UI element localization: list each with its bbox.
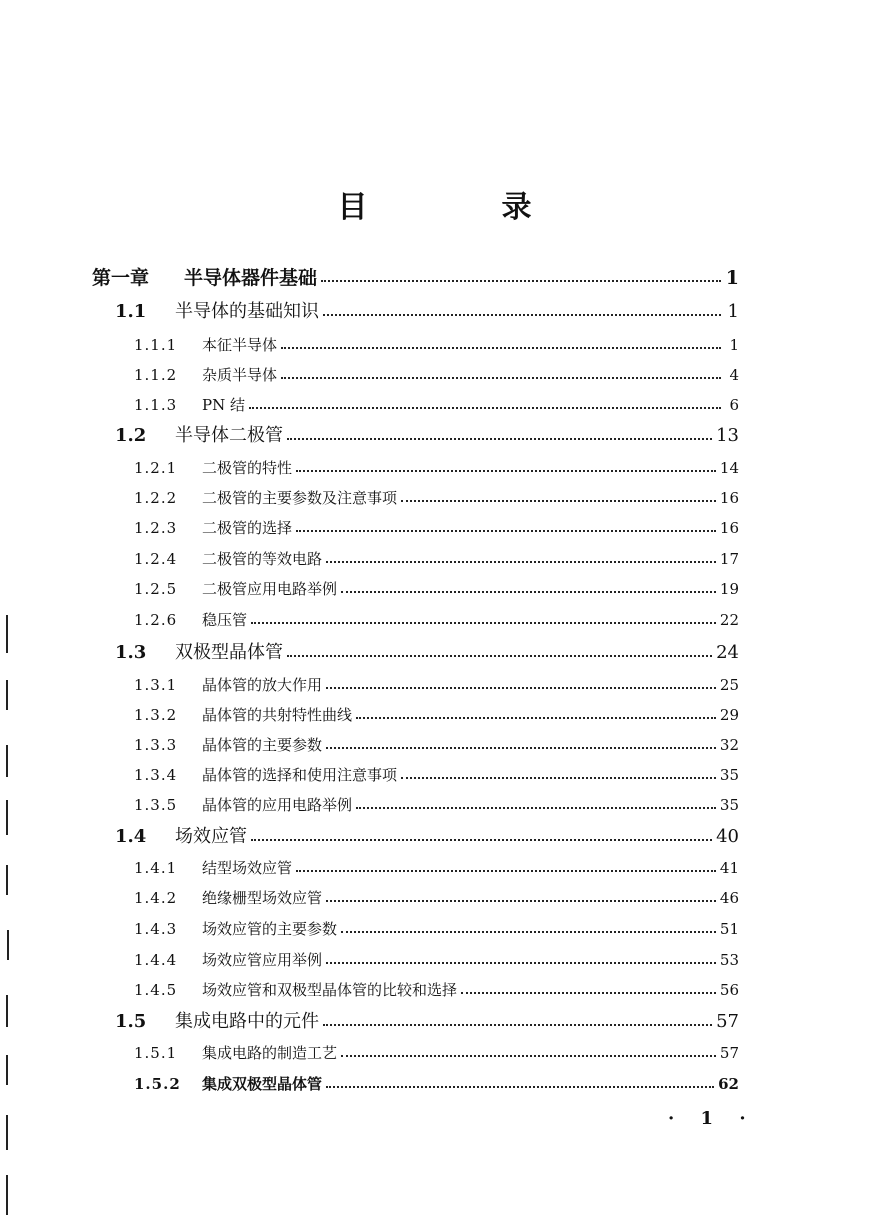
toc-number: 1.3 [115, 642, 147, 663]
toc-title: 场效应管的主要参数 [202, 920, 338, 938]
toc-entry-1-1-3[interactable] [134, 395, 739, 415]
scan-artifact [6, 865, 8, 895]
toc-title: 稳压管 [202, 611, 248, 629]
toc-number: 1.5 [115, 1011, 147, 1032]
scan-artifact [6, 800, 8, 835]
dot-leader [323, 1024, 712, 1026]
dot-leader [287, 438, 712, 440]
toc-title: 二极管应用电路举例 [202, 580, 338, 598]
toc-page-number: 40 [716, 826, 739, 847]
toc-page-number: 19 [719, 580, 739, 598]
toc-entry-chapter-1[interactable] [92, 268, 739, 288]
toc-entry-1-1-2[interactable] [134, 365, 739, 385]
scan-artifact [6, 1115, 8, 1150]
toc-entry-1-2-1[interactable] [134, 458, 739, 478]
dot-leader [326, 687, 716, 689]
dot-leader [296, 530, 716, 532]
toc-entry-section-1-1[interactable] [115, 302, 739, 322]
toc-title: 本征半导体 [202, 336, 278, 354]
toc-entry-section-1-3[interactable] [115, 643, 739, 663]
toc-title: 晶体管的主要参数 [202, 736, 323, 754]
toc-number: 1.4.2 [134, 889, 178, 907]
toc-page-number: 1 [729, 336, 739, 354]
toc-page-number: 6 [729, 396, 739, 414]
toc-number: 1.1.2 [134, 366, 178, 384]
dot-leader [326, 747, 716, 749]
dot-leader [341, 1055, 716, 1057]
dot-leader [251, 839, 712, 841]
toc-number: 1.3.5 [134, 796, 178, 814]
scan-artifact [6, 745, 8, 777]
dot-leader [326, 561, 716, 563]
toc-title: 杂质半导体 [202, 366, 278, 384]
toc-title: 晶体管的放大作用 [202, 676, 323, 694]
dot-leader [296, 470, 716, 472]
toc-page-number: 14 [719, 459, 739, 477]
toc-entry-1-5-2[interactable] [134, 1074, 739, 1094]
dot-leader [461, 992, 716, 994]
toc-entry-1-3-2[interactable] [134, 705, 739, 725]
toc-number: 1.2.1 [134, 459, 178, 477]
toc-number: 1.4.4 [134, 951, 178, 969]
toc-number: 1.2 [115, 425, 147, 446]
toc-number: 1.3.4 [134, 766, 178, 784]
dot-leader [341, 591, 716, 593]
toc-title: 场效应管 [175, 826, 247, 847]
toc-number: 1.2.2 [134, 489, 178, 507]
toc-page-number: 56 [719, 981, 739, 999]
toc-title: 二极管的特性 [202, 459, 293, 477]
dot-leader [401, 500, 716, 502]
toc-entry-1-3-1[interactable] [134, 675, 739, 695]
dot-leader [321, 280, 721, 282]
toc-entry-1-3-4[interactable] [134, 765, 739, 785]
scan-artifact [6, 680, 8, 710]
toc-number: 1.1.3 [134, 396, 178, 414]
toc-title: 晶体管的应用电路举例 [202, 796, 353, 814]
toc-number: 1.4.3 [134, 920, 178, 938]
dot-leader [251, 622, 716, 624]
dot-leader [356, 717, 716, 719]
toc-entry-1-4-5[interactable] [134, 980, 739, 1000]
toc-page-number: 35 [719, 766, 739, 784]
toc-entry-1-1-1[interactable] [134, 335, 739, 355]
scan-artifact [6, 1175, 8, 1215]
toc-entry-1-5-1[interactable] [134, 1043, 739, 1063]
toc-title: 双极型晶体管 [175, 642, 283, 663]
toc-page-number: 17 [719, 550, 739, 568]
toc-number: 1.5.1 [134, 1044, 178, 1062]
toc-entry-1-2-2[interactable] [134, 488, 739, 508]
dot-leader [356, 807, 716, 809]
toc-entry-section-1-2[interactable] [115, 426, 739, 446]
toc-entry-1-4-4[interactable] [134, 950, 739, 970]
toc-number: 1.2.6 [134, 611, 178, 629]
toc-page-number: 46 [719, 889, 739, 907]
toc-number: 第一章 [92, 267, 150, 289]
toc-entry-section-1-4[interactable] [115, 827, 739, 847]
page-title: 目 录 [337, 190, 584, 225]
toc-number: 1.3.1 [134, 676, 178, 694]
toc-title: 场效应管应用举例 [202, 951, 323, 969]
dot-leader [281, 377, 721, 379]
toc-entry-1-2-6[interactable] [134, 610, 739, 630]
toc-number: 1.4 [115, 826, 147, 847]
toc-title: 场效应管和双极型晶体管的比较和选择 [202, 981, 458, 999]
dot-leader [326, 962, 716, 964]
toc-page-number: 51 [719, 920, 739, 938]
toc-entry-1-3-3[interactable] [134, 735, 739, 755]
toc-title: 半导体的基础知识 [175, 301, 319, 322]
toc-entry-1-4-1[interactable] [134, 858, 739, 878]
toc-page-number: 35 [719, 796, 739, 814]
toc-number: 1.2.4 [134, 550, 178, 568]
dot-leader [401, 777, 716, 779]
toc-entry-1-2-5[interactable] [134, 579, 739, 599]
toc-title: 集成电路中的元件 [175, 1011, 319, 1032]
scan-artifact [6, 995, 8, 1027]
toc-entry-1-3-5[interactable] [134, 795, 739, 815]
dot-leader [326, 1086, 714, 1088]
toc-number: 1.4.1 [134, 859, 178, 877]
toc-title: 二极管的选择 [202, 519, 293, 537]
toc-page-number: 1 [727, 301, 739, 322]
toc-title: 绝缘栅型场效应管 [202, 889, 323, 907]
toc-entry-1-2-4[interactable] [134, 549, 739, 569]
toc-title: 集成双极型晶体管 [202, 1075, 323, 1093]
toc-page-number: 62 [718, 1075, 739, 1093]
toc-page-number: 29 [719, 706, 739, 724]
toc-title: 集成电路的制造工艺 [202, 1044, 338, 1062]
toc-page-number: 41 [719, 859, 739, 877]
scan-artifact [7, 930, 9, 960]
footer-page-number: · 1 · [668, 1108, 756, 1129]
scan-artifact [6, 1055, 8, 1085]
toc-entry-1-4-3[interactable] [134, 919, 739, 939]
toc-page-number: 4 [729, 366, 739, 384]
toc-entry-1-4-2[interactable] [134, 888, 739, 908]
toc-number: 1.1 [115, 301, 147, 322]
toc-page-number: 16 [719, 489, 739, 507]
dot-leader [296, 870, 716, 872]
toc-entry-1-2-3[interactable] [134, 518, 739, 538]
toc-page-number: 1 [725, 267, 739, 289]
dot-leader [287, 655, 712, 657]
toc-number: 1.2.5 [134, 580, 178, 598]
toc-page-number: 16 [719, 519, 739, 537]
toc-number: 1.3.2 [134, 706, 178, 724]
toc-number: 1.5.2 [134, 1075, 181, 1093]
toc-title: 结型场效应管 [202, 859, 293, 877]
toc-title: 半导体二极管 [175, 425, 283, 446]
scan-artifact [6, 615, 8, 653]
toc-number: 1.4.5 [134, 981, 178, 999]
toc-title: 二极管的等效电路 [202, 550, 323, 568]
toc-page-number: 22 [719, 611, 739, 629]
toc-page-number: 24 [716, 642, 739, 663]
toc-title: 半导体器件基础 [184, 267, 318, 289]
dot-leader [326, 900, 716, 902]
toc-number: 1.3.3 [134, 736, 178, 754]
toc-page-number: 53 [719, 951, 739, 969]
toc-title: 晶体管的选择和使用注意事项 [202, 766, 398, 784]
dot-leader [281, 347, 721, 349]
toc-number: 1.1.1 [134, 336, 178, 354]
dot-leader [249, 407, 721, 409]
toc-page-number: 57 [716, 1011, 739, 1032]
toc-title: 晶体管的共射特性曲线 [202, 706, 353, 724]
toc-page-number: 57 [719, 1044, 739, 1062]
toc-entry-section-1-5[interactable] [115, 1012, 739, 1032]
toc-title: 二极管的主要参数及注意事项 [202, 489, 398, 507]
dot-leader [323, 314, 721, 316]
toc-page-number: 25 [719, 676, 739, 694]
dot-leader [341, 931, 716, 933]
toc-page-number: 32 [719, 736, 739, 754]
toc-page-number: 13 [716, 425, 739, 446]
toc-title: PN 结 [202, 396, 245, 414]
toc-number: 1.2.3 [134, 519, 178, 537]
